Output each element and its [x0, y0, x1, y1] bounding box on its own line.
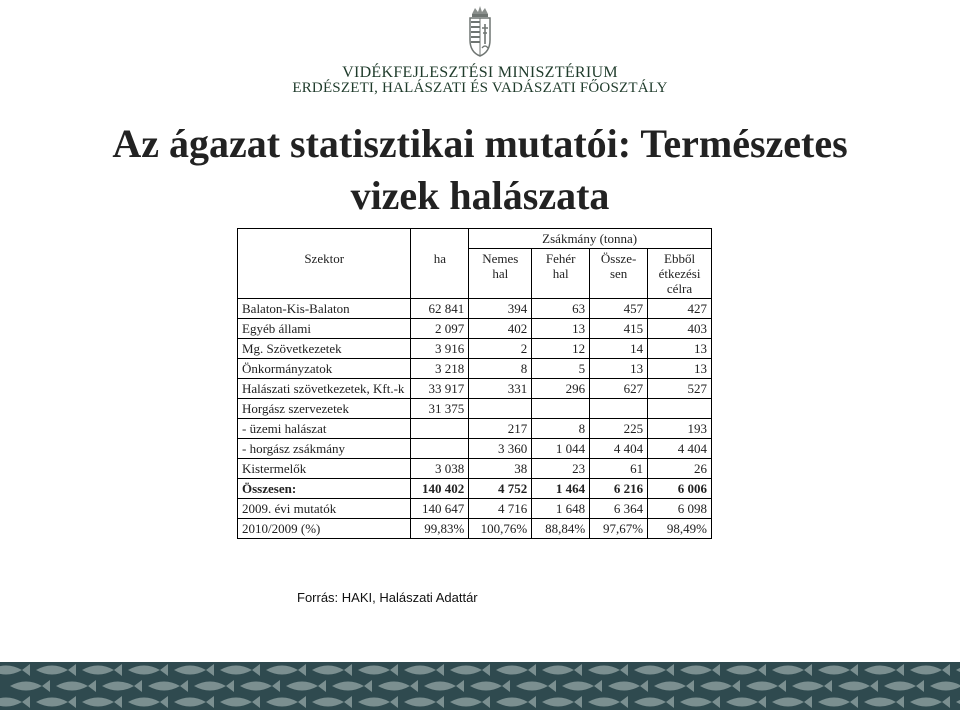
table-row — [238, 399, 712, 419]
cell-sector: Balaton-Kis-Balaton — [238, 299, 411, 319]
cell-total — [590, 399, 648, 419]
cell-noble: 402 — [469, 319, 532, 339]
header-sector — [238, 229, 411, 249]
cell-ha: 2 097 — [411, 319, 469, 339]
header-sector-label: Szektor — [238, 249, 411, 299]
cell-noble: 100,76% — [469, 519, 532, 539]
cell-noble: 4 752 — [469, 479, 532, 499]
cell-food: 6 006 — [648, 479, 712, 499]
cell-total: 457 — [590, 299, 648, 319]
cell-total: 225 — [590, 419, 648, 439]
cell-ha: 140 647 — [411, 499, 469, 519]
header-group-right — [648, 229, 712, 249]
header-food-use: Ebből étkezési célra — [648, 249, 712, 299]
cell-total: 627 — [590, 379, 648, 399]
cell-white: 63 — [532, 299, 590, 319]
header-group-left — [469, 229, 532, 249]
cell-food: 193 — [648, 419, 712, 439]
cell-noble: 394 — [469, 299, 532, 319]
cell-ha: 33 917 — [411, 379, 469, 399]
cell-sector: Egyéb állami — [238, 319, 411, 339]
cell-white: 1 648 — [532, 499, 590, 519]
cell-noble: 3 360 — [469, 439, 532, 459]
cell-sector: Önkormányzatok — [238, 359, 411, 379]
fish-pattern-band — [0, 662, 960, 710]
cell-noble — [469, 399, 532, 419]
cell-white: 8 — [532, 419, 590, 439]
cell-white: 13 — [532, 319, 590, 339]
cell-noble: 4 716 — [469, 499, 532, 519]
cell-white: 12 — [532, 339, 590, 359]
cell-ha: 99,83% — [411, 519, 469, 539]
table-row — [238, 439, 712, 459]
cell-white: 88,84% — [532, 519, 590, 539]
cell-food: 403 — [648, 319, 712, 339]
ministry-name: VIDÉKFEJLESZTÉSI MINISZTÉRIUM — [342, 64, 618, 81]
cell-sector: 2010/2009 (%) — [238, 519, 411, 539]
cell-food: 13 — [648, 339, 712, 359]
table-row — [238, 299, 712, 319]
cell-total: 415 — [590, 319, 648, 339]
cell-sector: - horgász zsákmány — [238, 439, 411, 459]
table-row — [238, 379, 712, 399]
title-line-1: Az ágazat statisztikai mutatói: Természetes — [112, 121, 848, 166]
header-total: Össze- sen — [590, 249, 648, 299]
cell-sector: Mg. Szövetkezetek — [238, 339, 411, 359]
cell-sector: Összesen: — [238, 479, 411, 499]
cell-white: 296 — [532, 379, 590, 399]
cell-white: 1 044 — [532, 439, 590, 459]
cell-total: 13 — [590, 359, 648, 379]
cell-total: 6 216 — [590, 479, 648, 499]
cell-sector: Horgász szervezetek — [238, 399, 411, 419]
header-ha-label: ha — [411, 249, 469, 299]
cell-food: 98,49% — [648, 519, 712, 539]
cell-white: 23 — [532, 459, 590, 479]
table-row — [238, 319, 712, 339]
cell-sector: 2009. évi mutatók — [238, 499, 411, 519]
cell-total: 97,67% — [590, 519, 648, 539]
table-row — [238, 479, 712, 499]
cell-ha: 3 916 — [411, 339, 469, 359]
title-line-2: vizek halászata — [350, 173, 610, 218]
table-row — [238, 519, 712, 539]
cell-ha — [411, 439, 469, 459]
cell-white — [532, 399, 590, 419]
header-catch-group: Zsákmány (tonna) — [532, 229, 648, 249]
statistics-table — [237, 228, 712, 539]
table-row — [238, 419, 712, 439]
cell-noble: 8 — [469, 359, 532, 379]
cell-food: 4 404 — [648, 439, 712, 459]
cell-noble: 2 — [469, 339, 532, 359]
cell-total: 4 404 — [590, 439, 648, 459]
table-row — [238, 359, 712, 379]
cell-ha: 31 375 — [411, 399, 469, 419]
cell-ha: 140 402 — [411, 479, 469, 499]
source-note: Forrás: HAKI, Halászati Adattár — [297, 590, 478, 605]
cell-food: 13 — [648, 359, 712, 379]
header-white-fish: Fehér hal — [532, 249, 590, 299]
slide-title — [40, 118, 920, 222]
cell-white: 1 464 — [532, 479, 590, 499]
header-noble-fish: Nemes hal — [469, 249, 532, 299]
cell-sector: Kistermelők — [238, 459, 411, 479]
table-header-row — [238, 249, 712, 299]
cell-noble: 38 — [469, 459, 532, 479]
cell-sector: Halászati szövetkezetek, Kft.-k — [238, 379, 411, 399]
cell-food — [648, 399, 712, 419]
table-header-row — [238, 229, 712, 249]
cell-ha: 3 038 — [411, 459, 469, 479]
cell-total: 6 364 — [590, 499, 648, 519]
cell-food: 427 — [648, 299, 712, 319]
cell-white: 5 — [532, 359, 590, 379]
cell-noble: 217 — [469, 419, 532, 439]
cell-food: 6 098 — [648, 499, 712, 519]
cell-noble: 331 — [469, 379, 532, 399]
cell-sector: - üzemi halászat — [238, 419, 411, 439]
cell-total: 61 — [590, 459, 648, 479]
cell-ha: 3 218 — [411, 359, 469, 379]
department-name: ERDÉSZETI, HALÁSZATI ÉS VADÁSZATI FŐOSZTÁLY — [292, 80, 668, 96]
cell-ha: 62 841 — [411, 299, 469, 319]
coat-of-arms-icon — [466, 4, 494, 58]
cell-ha — [411, 419, 469, 439]
cell-food: 26 — [648, 459, 712, 479]
header-ha — [411, 229, 469, 249]
table-row — [238, 499, 712, 519]
cell-food: 527 — [648, 379, 712, 399]
cell-total: 14 — [590, 339, 648, 359]
table-row — [238, 459, 712, 479]
table-row — [238, 339, 712, 359]
